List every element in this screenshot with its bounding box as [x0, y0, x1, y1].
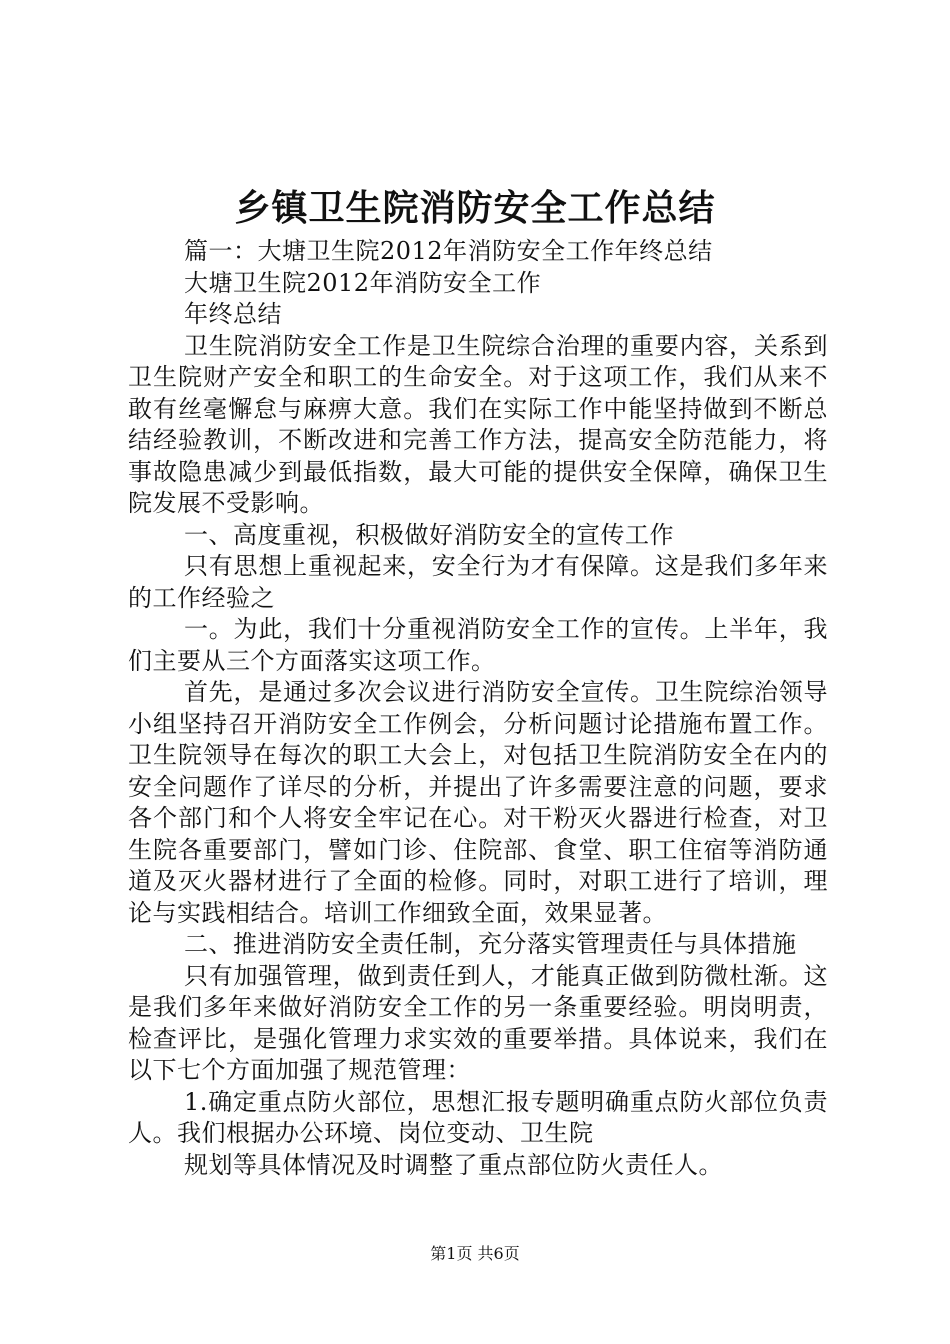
page-footer: 第1页 共6页 — [430, 1244, 520, 1263]
paragraph-section-1c: 首先，是通过多次会议进行消防安全宣传。卫生院综治领导小组坚持召开消防安全工作例会，分析问题讨论措施布置工作。卫生院领导在每次的职工大会上，对包括卫生院消防安全在内的安全问题作了详尽的分析，并提出了许多需要注意的问题，要求各个部门和个人将安全牢记在心。对干粉灭火器进行检查，对卫生院各重要部门，譬如门诊、住院部、食堂、职工住宿等消防通道及灭火器材进行了全面的检修。同时，对职工进行了培训，理论与实践相结合。培训工作细致全面，效果显著。 — [128, 678, 828, 927]
paragraph-intro: 卫生院消防安全工作是卫生院综合治理的重要内容，关系到卫生院财产安全和职工的生命安全。对于这项工作，我们从来不敢有丝毫懈怠与麻痹大意。我们在实际工作中能坚持做到不断总结经验教训，不断改进和完善工作方法，提高安全防范能力，将事故隐患减少到最低指数，最大可能的提供安全保障，确保卫生院发展不受影响。 — [128, 331, 828, 517]
document-body — [128, 236, 828, 1181]
paragraph-section-1b: 一。为此，我们十分重视消防安全工作的宣传。上半年，我们主要从三个方面落实这项工作。 — [128, 615, 828, 675]
section-heading-1: 一、高度重视，积极做好消防安全的宣传工作 — [184, 520, 674, 549]
section-heading-2: 二、推进消防安全责任制，充分落实管理责任与具体措施 — [184, 930, 797, 958]
paragraph-list-item-1: 1.确定重点防火部位，思想汇报专题明确重点防火部位负责人。我们根据办公环境、岗位变动、卫生院 — [128, 1087, 828, 1147]
paragraph-list-item-1-cont: 规划等具体情况及时调整了重点部位防火责任人。 — [184, 1150, 723, 1179]
paragraph-section-2a: 只有加强管理，做到责任到人，才能真正做到防微杜渐。这是我们多年来做好消防安全工作的另一条重要经验。明岗明责，检查评比，是强化管理力求实效的重要举措。具体说来，我们在以下七个方面加强了规范管理： — [128, 961, 828, 1084]
paragraph-subtitle: 大塘卫生院2012年消防安全工作 — [184, 268, 542, 297]
paragraph-heading-1: 篇一：大塘卫生院2012年消防安全工作年终总结 — [184, 237, 713, 265]
paragraph-subtitle-2: 年终总结 — [184, 300, 282, 328]
document-title: 乡镇卫生院消防安全工作总结 — [234, 187, 716, 229]
paragraph-section-1a: 只有思想上重视起来，安全行为才有保障。这是我们多年来的工作经验之 — [128, 552, 828, 612]
